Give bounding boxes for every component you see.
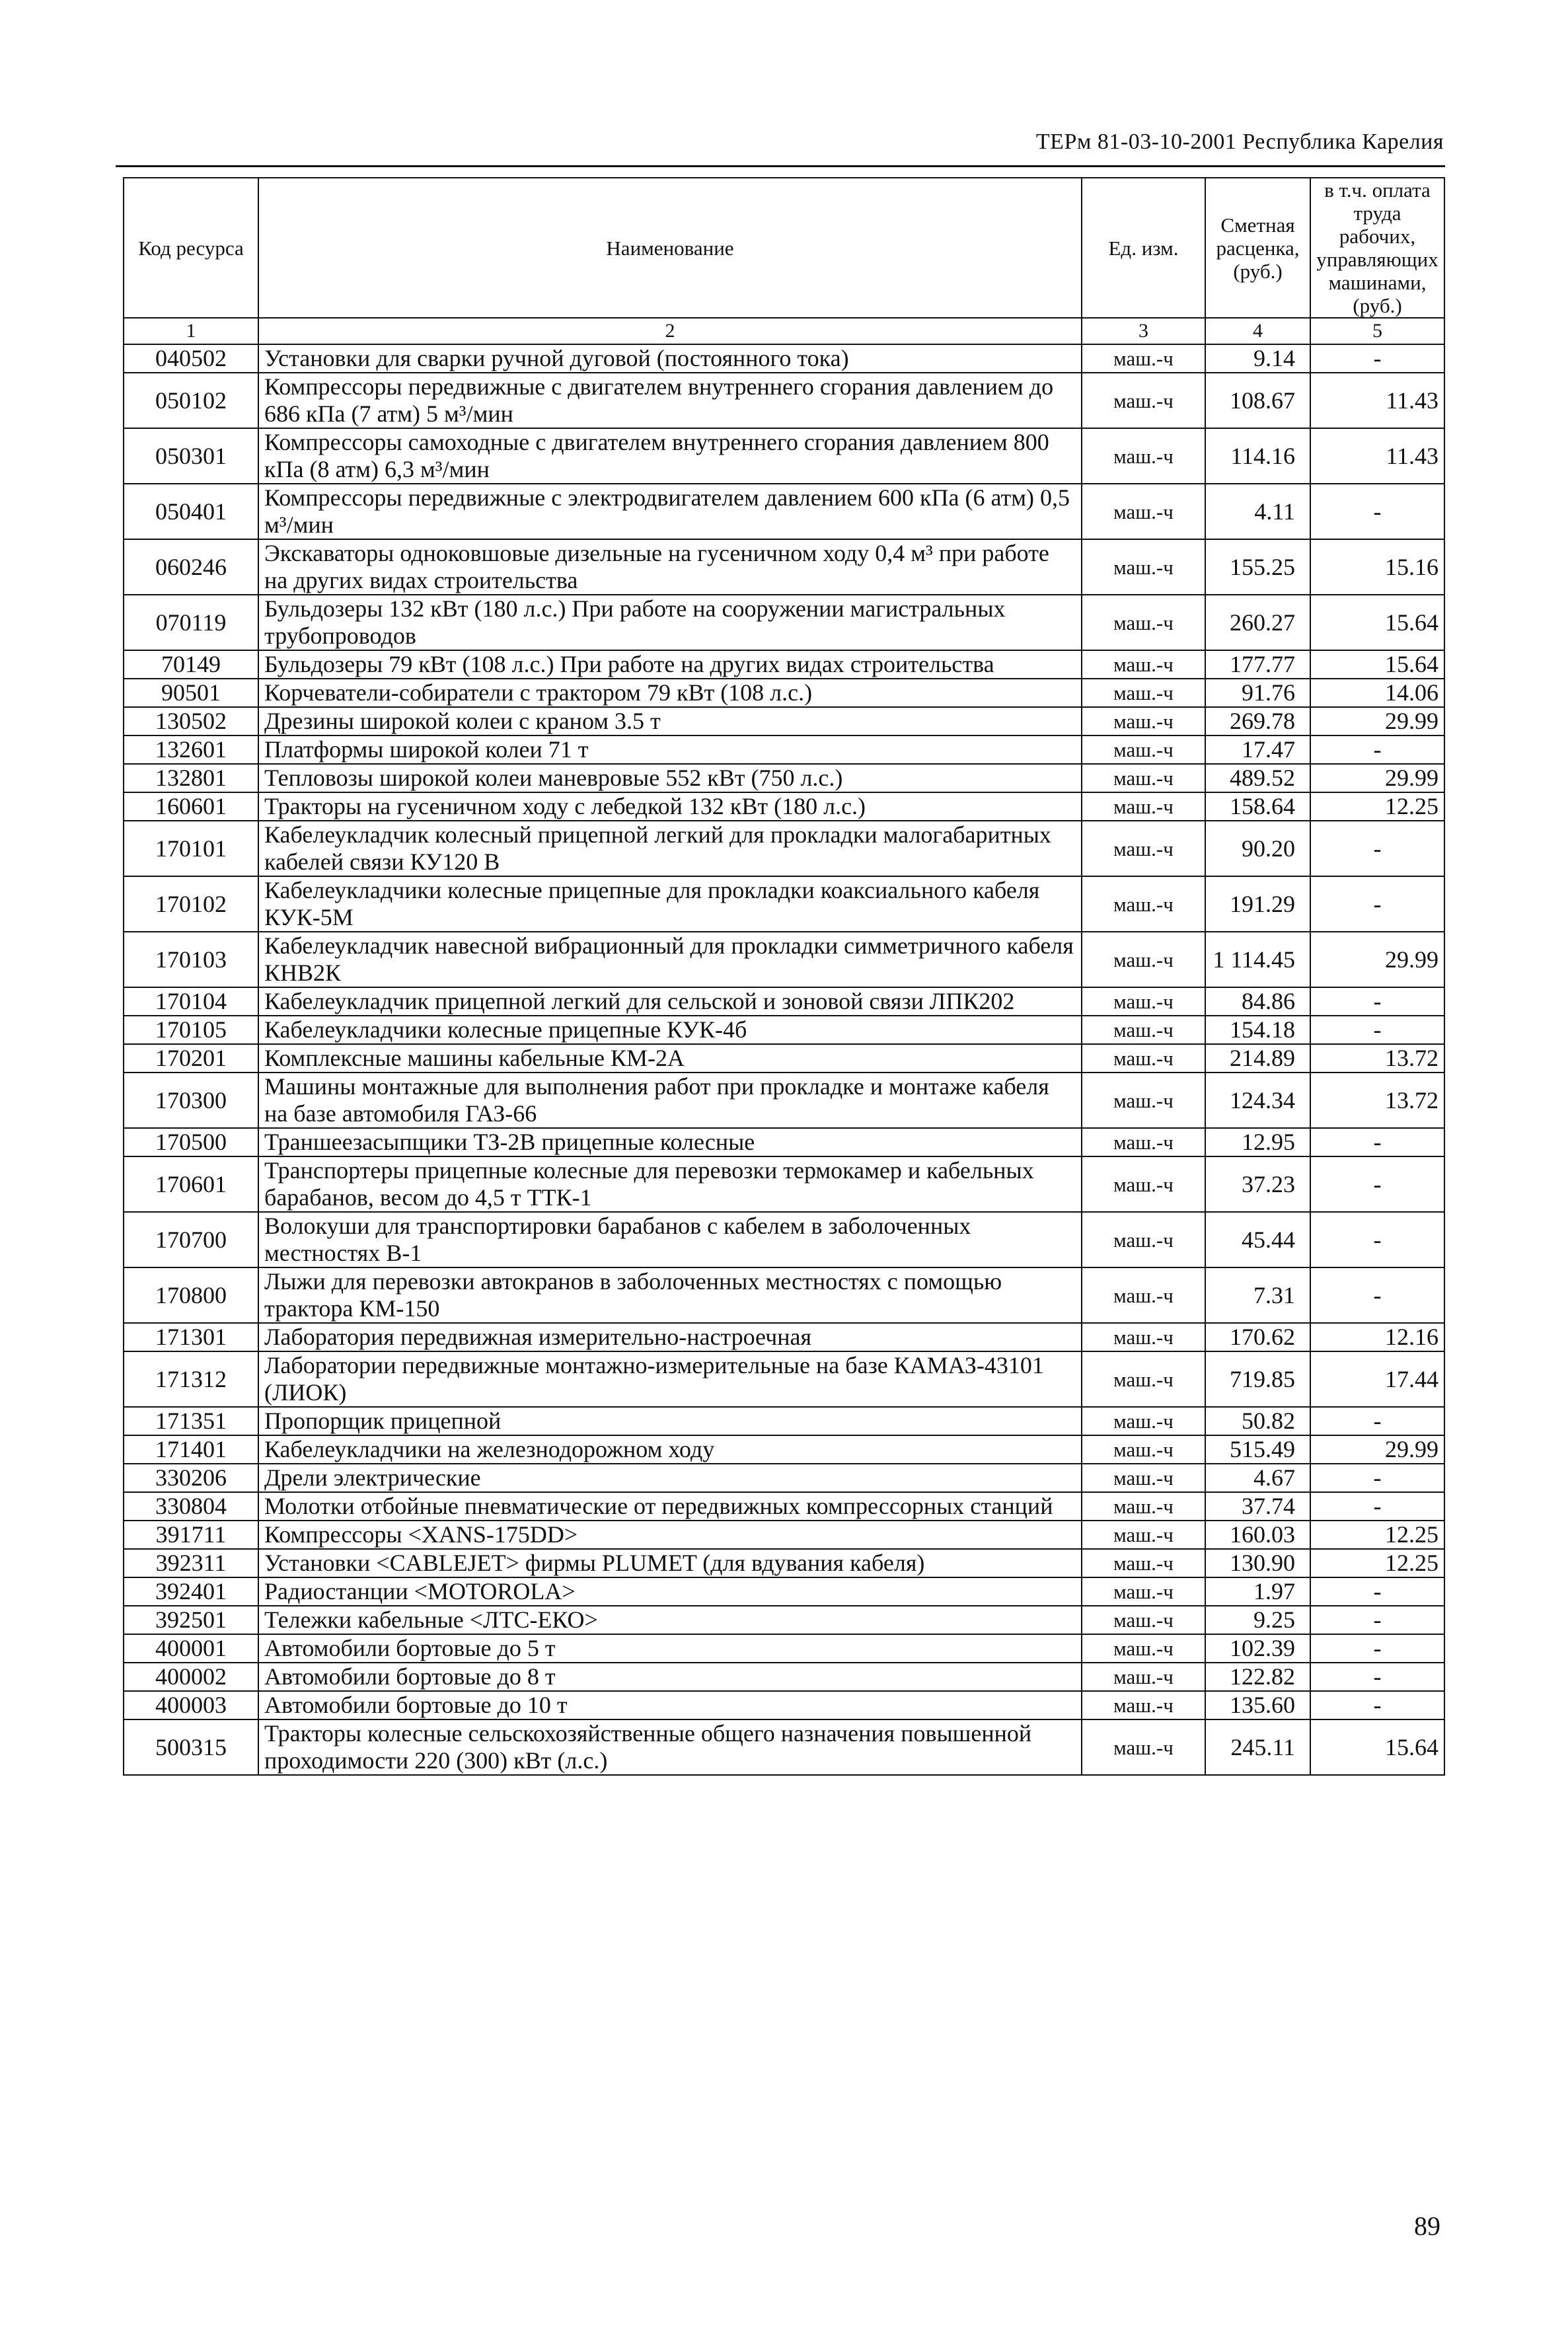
header-name: Наименование — [258, 178, 1082, 318]
table-row — [124, 595, 1444, 650]
resource-name: Лыжи для перевозки автокранов в заболоченных местностях с помощью трактора КМ-150 — [258, 1267, 1082, 1323]
resource-name: Компрессоры передвижные с электродвигателем давлением 600 кПа (6 атм) 0,5 м³/мин — [258, 484, 1082, 539]
column-number: 2 — [258, 318, 1082, 344]
resource-price: 245.11 — [1205, 1719, 1310, 1775]
resource-code: 170104 — [124, 987, 258, 1016]
table-row — [124, 1549, 1444, 1577]
resource-labor: - — [1310, 1407, 1444, 1435]
resource-unit: маш.-ч — [1082, 484, 1205, 539]
resource-code: 391711 — [124, 1521, 258, 1549]
resource-name: Компрессоры самоходные с двигателем внутреннего сгорания давлением 800 кПа (8 атм) 6,3 м³/мин — [258, 428, 1082, 484]
resource-labor: 15.16 — [1310, 539, 1444, 595]
resource-price: 50.82 — [1205, 1407, 1310, 1435]
resource-labor: 12.25 — [1310, 1549, 1444, 1577]
resource-code: 132601 — [124, 735, 258, 764]
resource-unit: маш.-ч — [1082, 428, 1205, 484]
resource-labor: 12.16 — [1310, 1323, 1444, 1351]
table-row — [124, 1351, 1444, 1407]
resource-price: 124.34 — [1205, 1073, 1310, 1128]
resource-name: Кабелеукладчик навесной вибрационный для прокладки симметричного кабеля КНВ2К — [258, 932, 1082, 987]
resource-name: Радиостанции <MOTOROLA> — [258, 1577, 1082, 1606]
resource-unit: маш.-ч — [1082, 650, 1205, 679]
resource-name: Кабелеукладчики колесные прицепные КУК-4б — [258, 1016, 1082, 1044]
resource-unit: маш.-ч — [1082, 679, 1205, 707]
table-row — [124, 1464, 1444, 1492]
resource-name: Лаборатория передвижная измерительно-настроечная — [258, 1323, 1082, 1351]
resource-price: 130.90 — [1205, 1549, 1310, 1577]
resource-name: Тележки кабельные <ЛТС-ЕКО> — [258, 1606, 1082, 1634]
header-code: Код ресурса — [124, 178, 258, 318]
resource-price: 1 114.45 — [1205, 932, 1310, 987]
resource-labor: - — [1310, 1577, 1444, 1606]
resource-labor: - — [1310, 1492, 1444, 1521]
resource-name: Кабелеукладчик колесный прицепной легкий для прокладки малогабаритных кабелей связи КУ120 В — [258, 821, 1082, 876]
resource-labor: - — [1310, 1464, 1444, 1492]
resource-unit: маш.-ч — [1082, 1521, 1205, 1549]
resource-unit: маш.-ч — [1082, 1464, 1205, 1492]
resource-price: 122.82 — [1205, 1663, 1310, 1691]
resource-name: Кабелеукладчик прицепной легкий для сельской и зоновой связи ЛПК202 — [258, 987, 1082, 1016]
resource-unit: маш.-ч — [1082, 1691, 1205, 1719]
resource-labor: - — [1310, 821, 1444, 876]
resource-name: Установки <CABLEJET> фирмы PLUMET (для вдувания кабеля) — [258, 1549, 1082, 1577]
resource-labor: 29.99 — [1310, 932, 1444, 987]
resource-price: 102.39 — [1205, 1634, 1310, 1663]
resource-code: 170105 — [124, 1016, 258, 1044]
table-row — [124, 1435, 1444, 1464]
resource-unit: маш.-ч — [1082, 735, 1205, 764]
resource-name: Бульдозеры 132 кВт (180 л.с.) При работе на сооружении магистральных трубопроводов — [258, 595, 1082, 650]
resource-code: 050301 — [124, 428, 258, 484]
resource-labor: 29.99 — [1310, 707, 1444, 735]
resource-price: 7.31 — [1205, 1267, 1310, 1323]
resource-price: 177.77 — [1205, 650, 1310, 679]
table-row — [124, 1073, 1444, 1128]
resource-name: Компрессоры <XANS-175DD> — [258, 1521, 1082, 1549]
table-row — [124, 539, 1444, 595]
resource-unit: маш.-ч — [1082, 987, 1205, 1016]
resource-name: Экскаваторы одноковшовые дизельные на гусеничном ходу 0,4 м³ при работе на других видах строительства — [258, 539, 1082, 595]
table-row — [124, 932, 1444, 987]
resource-unit: маш.-ч — [1082, 792, 1205, 821]
resource-unit: маш.-ч — [1082, 821, 1205, 876]
table-row — [124, 1323, 1444, 1351]
page-number: 89 — [1414, 2211, 1440, 2241]
resource-labor: 29.99 — [1310, 764, 1444, 792]
resource-labor: - — [1310, 1212, 1444, 1267]
resource-price: 158.64 — [1205, 792, 1310, 821]
table-row — [124, 1521, 1444, 1549]
resource-unit: маш.-ч — [1082, 1719, 1205, 1775]
resource-price: 9.14 — [1205, 344, 1310, 373]
resource-code: 170201 — [124, 1044, 258, 1073]
resource-code: 040502 — [124, 344, 258, 373]
resource-price: 17.47 — [1205, 735, 1310, 764]
resource-name: Автомобили бортовые до 8 т — [258, 1663, 1082, 1691]
resource-unit: маш.-ч — [1082, 1073, 1205, 1128]
resource-price: 154.18 — [1205, 1016, 1310, 1044]
resource-name: Кабелеукладчики на железнодорожном ходу — [258, 1435, 1082, 1464]
resource-price: 489.52 — [1205, 764, 1310, 792]
resource-name: Лаборатории передвижные монтажно-измерительные на базе КАМАЗ-43101 (ЛИОК) — [258, 1351, 1082, 1407]
resource-name: Автомобили бортовые до 5 т — [258, 1634, 1082, 1663]
resource-labor: - — [1310, 1691, 1444, 1719]
resource-unit: маш.-ч — [1082, 764, 1205, 792]
resource-price: 4.67 — [1205, 1464, 1310, 1492]
resource-name: Установки для сварки ручной дуговой (постоянного тока) — [258, 344, 1082, 373]
resource-name: Тракторы на гусеничном ходу с лебедкой 132 кВт (180 л.с.) — [258, 792, 1082, 821]
resource-code: 132801 — [124, 764, 258, 792]
table-row — [124, 650, 1444, 679]
resource-code: 160601 — [124, 792, 258, 821]
resource-labor: - — [1310, 987, 1444, 1016]
resource-name: Транспортеры прицепные колесные для перевозки термокамер и кабельных барабанов, весом до 4,5 т ТТК-1 — [258, 1156, 1082, 1212]
resource-labor: 15.64 — [1310, 595, 1444, 650]
table-row — [124, 1719, 1444, 1775]
resource-unit: маш.-ч — [1082, 344, 1205, 373]
resource-name: Комплексные машины кабельные КМ-2А — [258, 1044, 1082, 1073]
table-row — [124, 344, 1444, 373]
resource-labor: - — [1310, 1128, 1444, 1156]
resource-price: 9.25 — [1205, 1606, 1310, 1634]
table-row — [124, 484, 1444, 539]
resource-price: 37.74 — [1205, 1492, 1310, 1521]
resource-name: Автомобили бортовые до 10 т — [258, 1691, 1082, 1719]
resource-unit: маш.-ч — [1082, 1323, 1205, 1351]
resource-name: Кабелеукладчики колесные прицепные для прокладки коаксиального кабеля КУК-5М — [258, 876, 1082, 932]
resource-name: Пропорщик прицепной — [258, 1407, 1082, 1435]
table-row — [124, 373, 1444, 428]
resource-name: Дрезины широкой колеи с краном 3.5 т — [258, 707, 1082, 735]
resource-code: 170500 — [124, 1128, 258, 1156]
column-number: 1 — [124, 318, 258, 344]
resource-labor: - — [1310, 1634, 1444, 1663]
resource-price: 160.03 — [1205, 1521, 1310, 1549]
resource-price: 719.85 — [1205, 1351, 1310, 1407]
resource-code: 050102 — [124, 373, 258, 428]
resource-labor: - — [1310, 876, 1444, 932]
table-row — [124, 876, 1444, 932]
resource-labor: 15.64 — [1310, 1719, 1444, 1775]
resource-labor: 13.72 — [1310, 1073, 1444, 1128]
resource-name: Компрессоры передвижные с двигателем внутреннего сгорания давлением до 686 кПа (7 атм) 5 м³/мин — [258, 373, 1082, 428]
resource-name: Тепловозы широкой колеи маневровые 552 кВт (750 л.с.) — [258, 764, 1082, 792]
resource-code: 500315 — [124, 1719, 258, 1775]
table-row — [124, 679, 1444, 707]
resource-price: 214.89 — [1205, 1044, 1310, 1073]
resource-code: 170800 — [124, 1267, 258, 1323]
column-number: 4 — [1205, 318, 1310, 344]
table-row — [124, 987, 1444, 1016]
resource-code: 050401 — [124, 484, 258, 539]
resource-code: 400001 — [124, 1634, 258, 1663]
table-row — [124, 1606, 1444, 1634]
header-rule — [116, 165, 1445, 167]
resource-price: 170.62 — [1205, 1323, 1310, 1351]
resource-labor: - — [1310, 1156, 1444, 1212]
table-row — [124, 707, 1444, 735]
resource-name: Бульдозеры 79 кВт (108 л.с.) При работе на других видах строительства — [258, 650, 1082, 679]
resource-price: 260.27 — [1205, 595, 1310, 650]
table-row — [124, 1492, 1444, 1521]
resource-table — [123, 177, 1445, 1776]
resource-price: 108.67 — [1205, 373, 1310, 428]
resource-unit: маш.-ч — [1082, 595, 1205, 650]
resource-code: 170101 — [124, 821, 258, 876]
resource-price: 45.44 — [1205, 1212, 1310, 1267]
resource-code: 171312 — [124, 1351, 258, 1407]
resource-price: 90.20 — [1205, 821, 1310, 876]
resource-name: Молотки отбойные пневматические от передвижных компрессорных станций — [258, 1492, 1082, 1521]
resource-code: 171401 — [124, 1435, 258, 1464]
resource-labor: 11.43 — [1310, 428, 1444, 484]
resource-labor: - — [1310, 344, 1444, 373]
resource-unit: маш.-ч — [1082, 1044, 1205, 1073]
resource-unit: маш.-ч — [1082, 1663, 1205, 1691]
resource-labor: - — [1310, 484, 1444, 539]
resource-unit: маш.-ч — [1082, 1016, 1205, 1044]
resource-labor: - — [1310, 1267, 1444, 1323]
resource-unit: маш.-ч — [1082, 1634, 1205, 1663]
resource-labor: 12.25 — [1310, 1521, 1444, 1549]
resource-code: 392501 — [124, 1606, 258, 1634]
resource-labor: 13.72 — [1310, 1044, 1444, 1073]
resource-unit: маш.-ч — [1082, 876, 1205, 932]
resource-code: 170103 — [124, 932, 258, 987]
resource-labor: 12.25 — [1310, 792, 1444, 821]
resource-unit: маш.-ч — [1082, 1351, 1205, 1407]
resource-price: 91.76 — [1205, 679, 1310, 707]
resource-unit: маш.-ч — [1082, 1128, 1205, 1156]
resource-name: Машины монтажные для выполнения работ при прокладке и монтаже кабеля на базе автомобиля ГАЗ-66 — [258, 1073, 1082, 1128]
table-row — [124, 1212, 1444, 1267]
resource-labor: 11.43 — [1310, 373, 1444, 428]
table-row — [124, 735, 1444, 764]
resource-price: 37.23 — [1205, 1156, 1310, 1212]
table-row — [124, 1128, 1444, 1156]
resource-unit: маш.-ч — [1082, 1435, 1205, 1464]
resource-price: 4.11 — [1205, 484, 1310, 539]
resource-code: 330804 — [124, 1492, 258, 1521]
resource-name: Платформы широкой колеи 71 т — [258, 735, 1082, 764]
resource-code: 400003 — [124, 1691, 258, 1719]
table-row — [124, 764, 1444, 792]
resource-code: 170601 — [124, 1156, 258, 1212]
resource-code: 171351 — [124, 1407, 258, 1435]
resource-code: 171301 — [124, 1323, 258, 1351]
resource-unit: маш.-ч — [1082, 1606, 1205, 1634]
resource-code: 70149 — [124, 650, 258, 679]
resource-unit: маш.-ч — [1082, 932, 1205, 987]
table-row — [124, 1156, 1444, 1212]
table-row — [124, 1267, 1444, 1323]
resource-name: Дрели электрические — [258, 1464, 1082, 1492]
resource-unit: маш.-ч — [1082, 1549, 1205, 1577]
resource-price: 12.95 — [1205, 1128, 1310, 1156]
resource-name: Корчеватели-собиратели с трактором 79 кВт (108 л.с.) — [258, 679, 1082, 707]
resource-unit: маш.-ч — [1082, 1407, 1205, 1435]
resource-unit: маш.-ч — [1082, 1492, 1205, 1521]
header-labor: в т.ч. оплата труда рабочих, управляющих машинами, (руб.) — [1310, 178, 1444, 318]
resource-labor: - — [1310, 1016, 1444, 1044]
table-row — [124, 821, 1444, 876]
table-row — [124, 1577, 1444, 1606]
resource-labor: 15.64 — [1310, 650, 1444, 679]
resource-unit: маш.-ч — [1082, 1577, 1205, 1606]
table-row — [124, 1044, 1444, 1073]
resource-labor: - — [1310, 735, 1444, 764]
resource-price: 135.60 — [1205, 1691, 1310, 1719]
resource-code: 070119 — [124, 595, 258, 650]
resource-labor: 17.44 — [1310, 1351, 1444, 1407]
table-row — [124, 792, 1444, 821]
resource-labor: 14.06 — [1310, 679, 1444, 707]
resource-code: 130502 — [124, 707, 258, 735]
table-body — [124, 344, 1444, 1775]
resource-labor: - — [1310, 1663, 1444, 1691]
resource-unit: маш.-ч — [1082, 539, 1205, 595]
resource-name: Волокуши для транспортировки барабанов с кабелем в заболоченных местностях В-1 — [258, 1212, 1082, 1267]
header-price: Сметная расценка, (руб.) — [1205, 178, 1310, 318]
resource-code: 90501 — [124, 679, 258, 707]
resource-price: 1.97 — [1205, 1577, 1310, 1606]
resource-code: 060246 — [124, 539, 258, 595]
resource-price: 155.25 — [1205, 539, 1310, 595]
resource-unit: маш.-ч — [1082, 1267, 1205, 1323]
column-number: 3 — [1082, 318, 1205, 344]
table-row — [124, 1407, 1444, 1435]
table-row — [124, 1634, 1444, 1663]
resource-code: 330206 — [124, 1464, 258, 1492]
resource-name: Тракторы колесные сельскохозяйственные общего назначения повышенной проходимости 220 (300) кВт (л.с.) — [258, 1719, 1082, 1775]
resource-price: 114.16 — [1205, 428, 1310, 484]
resource-code: 392311 — [124, 1549, 258, 1577]
document-header: ТЕРм 81-03-10-2001 Республика Карелия — [1035, 130, 1444, 154]
resource-price: 84.86 — [1205, 987, 1310, 1016]
table-row — [124, 1663, 1444, 1691]
table-row — [124, 1016, 1444, 1044]
resource-code: 170700 — [124, 1212, 258, 1267]
resource-code: 392401 — [124, 1577, 258, 1606]
resource-unit: маш.-ч — [1082, 373, 1205, 428]
resource-labor: - — [1310, 1606, 1444, 1634]
resource-code: 170102 — [124, 876, 258, 932]
header-unit: Ед. изм. — [1082, 178, 1205, 318]
column-number: 5 — [1310, 318, 1444, 344]
resource-unit: маш.-ч — [1082, 707, 1205, 735]
resource-code: 170300 — [124, 1073, 258, 1128]
resource-unit: маш.-ч — [1082, 1156, 1205, 1212]
resource-unit: маш.-ч — [1082, 1212, 1205, 1267]
table-row — [124, 428, 1444, 484]
resource-price: 191.29 — [1205, 876, 1310, 932]
resource-name: Траншеезасыпщики ТЗ-2В прицепные колесные — [258, 1128, 1082, 1156]
table-row — [124, 1691, 1444, 1719]
resource-labor: 29.99 — [1310, 1435, 1444, 1464]
resource-price: 269.78 — [1205, 707, 1310, 735]
resource-price: 515.49 — [1205, 1435, 1310, 1464]
resource-code: 400002 — [124, 1663, 258, 1691]
